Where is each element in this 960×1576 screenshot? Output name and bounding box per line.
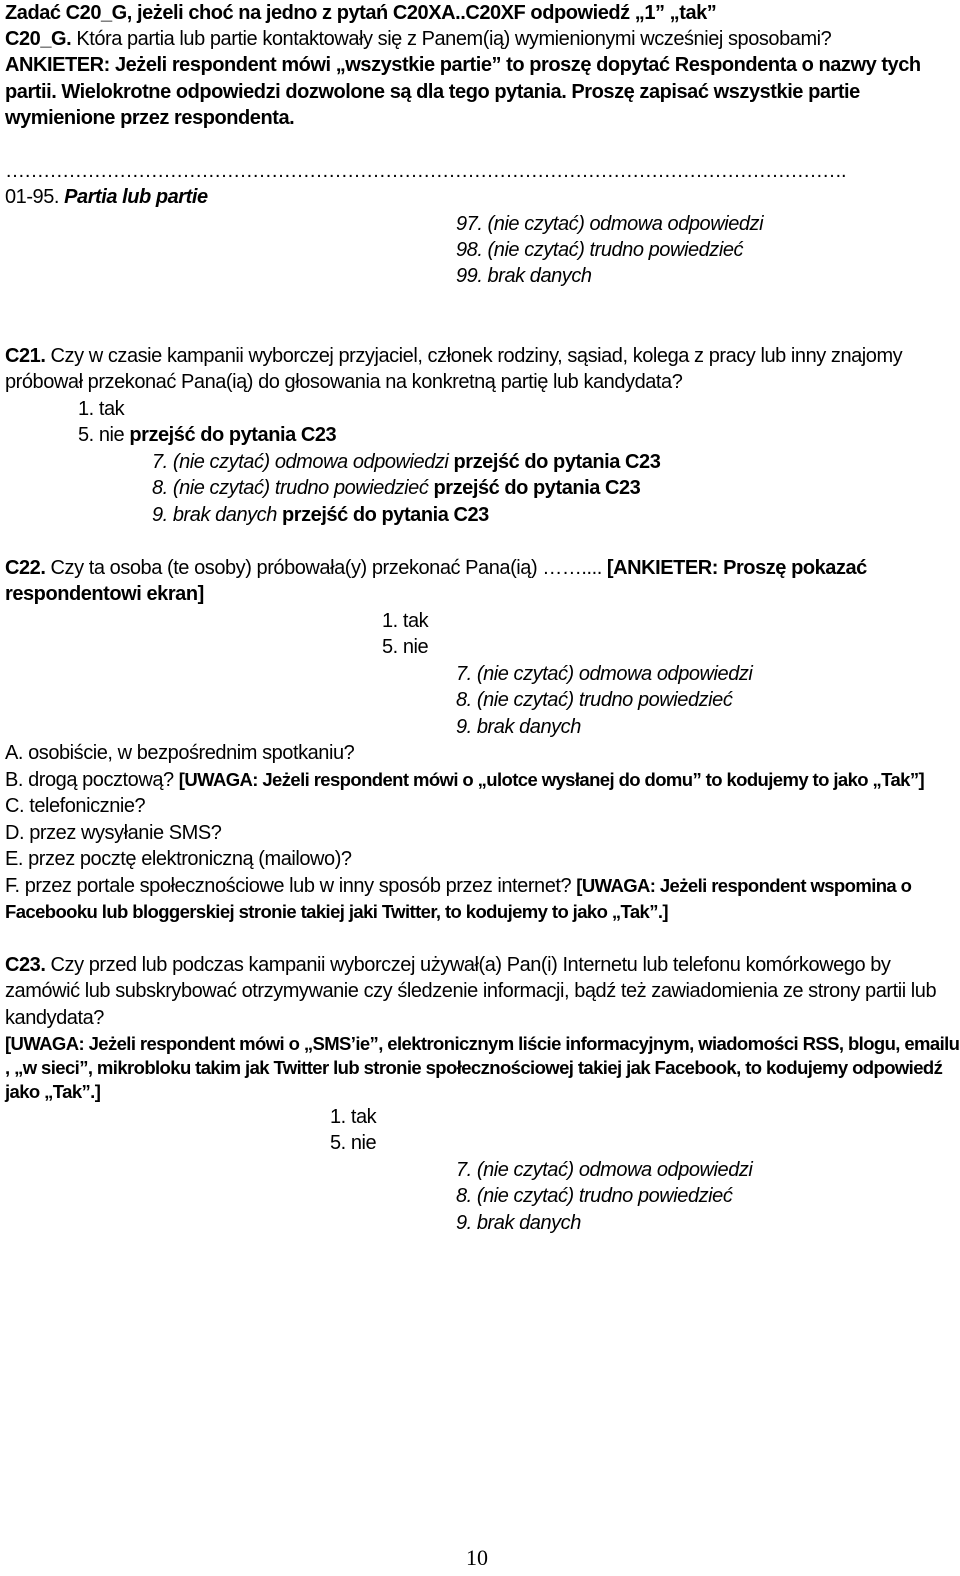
c20g-option-99-text: 99. brak danych xyxy=(456,265,592,287)
question-c21-label: C21. xyxy=(5,345,46,367)
question-c22-text-1: Czy ta osoba (te osoby) próbowała(y) przekonać Pana(ią) …….... xyxy=(45,557,607,579)
interviewer-instruction-text-2: partii. Wielokrotne odpowiedzi dozwolone są dla tego pytania. Proszę zapisać wszystkie partie xyxy=(5,81,860,103)
c22-item-f-note-2: Facebooku lub bloggerskiej stronie takiej jaki Twitter, to kodujemy to jako „Tak”.] xyxy=(5,901,668,922)
c22-item-c-text: C. telefonicznie? xyxy=(5,795,146,817)
c20g-option-98-text: 98. (nie czytać) trudno powiedzieć xyxy=(456,239,744,261)
c22-item-d-text: D. przez wysyłanie SMS? xyxy=(5,822,222,844)
question-c23-text-2: zamówić lub subskrybować otrzymywanie czy śledzenie informacji, bądź też zawiadomienia ze strony partii lub xyxy=(5,980,937,1002)
c23-note-line-3 xyxy=(5,1079,100,1105)
c23-note-line-1 xyxy=(5,1031,959,1057)
c22-option-8 xyxy=(456,687,732,713)
question-c20g-label: C20_G. xyxy=(5,28,72,50)
c21-option-5 xyxy=(78,422,336,448)
c22-option-7-text: 7. (nie czytać) odmowa odpowiedzi xyxy=(456,663,753,685)
page-number: 10 xyxy=(466,1545,488,1570)
c22-item-f-text: F. przez portale społecznościowe lub w inny sposób przez internet? xyxy=(5,875,577,897)
c23-option-5 xyxy=(330,1130,376,1156)
interviewer-instruction-text-1: ANKIETER: Jeżeli respondent mówi „wszystkie partie” to proszę dopytać Respondenta o nazwy tych xyxy=(5,54,921,76)
question-c21-line-1 xyxy=(5,343,902,369)
c21-option-7 xyxy=(152,449,660,475)
c21-skip-instruction: przejść do pytania C23 xyxy=(129,424,337,446)
intro-filter-text: Zadać C20_G, jeżeli choć na jedno z pytań C20XA..C20XF odpowiedź „1” „tak” xyxy=(5,2,717,24)
c21-option-7-text: 7. (nie czytać) odmowa odpowiedzi xyxy=(152,451,454,473)
c21-option-1 xyxy=(78,396,124,422)
c20g-option-98 xyxy=(456,237,743,263)
answer-dotted-text: ……………………………………………………………………………………………………………………. xyxy=(5,160,846,182)
c23-note-text-3: jako „Tak”.] xyxy=(5,1081,101,1102)
c22-item-e-text: E. przez pocztę elektroniczną (mailowo)? xyxy=(5,848,352,870)
c22-option-1-text: 1. tak xyxy=(382,610,429,632)
c22-item-f-note-line-2 xyxy=(5,899,668,925)
question-c23-text-1: Czy przed lub podczas kampanii wyborczej używał(a) Pan(i) Internetu lub telefonu komórkowego by xyxy=(45,954,891,976)
intro-filter-line xyxy=(5,0,716,26)
c22-option-8-text: 8. (nie czytać) trudno powiedzieć xyxy=(456,689,733,711)
question-c23-text-3: kandydata? xyxy=(5,1007,104,1029)
question-c22-line-2 xyxy=(5,581,204,607)
interviewer-instruction-text-3: wymienione przez respondenta. xyxy=(5,107,295,129)
answer-dotted-line xyxy=(5,158,846,184)
c22-item-d xyxy=(5,820,221,846)
c22-item-c xyxy=(5,793,145,819)
c21-option-8-text: 8. (nie czytać) trudno powiedzieć xyxy=(152,477,434,499)
c20g-option-97-text: 97. (nie czytać) odmowa odpowiedzi xyxy=(456,213,764,235)
c21-option-9 xyxy=(152,502,489,528)
question-c21-line-2 xyxy=(5,369,682,395)
interviewer-instruction-line-2 xyxy=(5,79,860,105)
c21-skip-instruction: przejść do pytania C23 xyxy=(453,451,661,473)
c22-option-9-text: 9. brak danych xyxy=(456,716,581,738)
c22-option-5-text: 5. nie xyxy=(382,636,429,658)
c23-option-9-text: 9. brak danych xyxy=(456,1212,581,1234)
question-c23-label: C23. xyxy=(5,954,46,976)
c22-interviewer-instruction-1: [ANKIETER: Proszę pokazać xyxy=(606,557,867,579)
c21-option-9-text: 9. brak danych xyxy=(152,504,282,526)
c23-note-line-2 xyxy=(5,1055,942,1081)
c22-option-5 xyxy=(382,634,428,660)
c21-skip-instruction: przejść do pytania C23 xyxy=(433,477,641,499)
question-c21-text-1: Czy w czasie kampanii wyborczej przyjaciel, członek rodziny, sąsiad, kolega z pracy lub inny znajomy xyxy=(45,345,903,367)
c22-item-a-text: A. osobiście, w bezpośrednim spotkaniu? xyxy=(5,742,355,764)
c23-option-8 xyxy=(456,1183,732,1209)
c20g-option-99 xyxy=(456,263,592,289)
c22-option-1 xyxy=(382,608,428,634)
c22-item-e xyxy=(5,846,352,872)
question-c21-text-2: próbował przekonać Pana(ią) do głosowania na konkretną partię lub kandydata? xyxy=(5,371,683,393)
c21-option-8 xyxy=(152,475,640,501)
c23-option-5-text: 5. nie xyxy=(330,1132,377,1154)
c22-interviewer-instruction-2: respondentowi ekran] xyxy=(5,583,204,605)
question-c23-line-1 xyxy=(5,952,890,978)
party-code-label: Partia lub partie xyxy=(64,186,208,208)
interviewer-instruction-line-3 xyxy=(5,105,294,131)
c22-item-f xyxy=(5,873,911,899)
c22-option-9 xyxy=(456,714,581,740)
c20g-option-97 xyxy=(456,211,763,237)
c22-item-b-text: B. drogą pocztową? xyxy=(5,769,179,791)
party-code-prefix: 01-95. xyxy=(5,186,65,208)
c21-skip-instruction: przejść do pytania C23 xyxy=(282,504,489,526)
c22-item-b-note: [UWAGA: Jeżeli respondent mówi o „ulotce wysłanej do domu” to kodujemy to jako „Tak”] xyxy=(178,769,925,790)
c23-option-7 xyxy=(456,1157,752,1183)
c23-option-8-text: 8. (nie czytać) trudno powiedzieć xyxy=(456,1185,733,1207)
c23-note-text-1: [UWAGA: Jeżeli respondent mówi o „SMS’ie”, elektronicznym liście informacyjnym, wiadomości RSS, blogu, emailu xyxy=(5,1033,960,1054)
c21-option-1-text: 1. tak xyxy=(78,398,125,420)
question-c20g xyxy=(5,26,831,52)
c22-item-f-note-1: [UWAGA: Jeżeli respondent wspomina o xyxy=(576,875,912,896)
c21-option-5-text: 5. nie xyxy=(78,424,130,446)
question-c22-line-1 xyxy=(5,555,867,581)
c23-option-1-text: 1. tak xyxy=(330,1106,377,1128)
c23-note-text-2: , „w sieci”, mikrobloku takim jak Twitter lub stronie społecznościowej takiej jak Facebook, to kodujemy odpowiedź xyxy=(5,1057,943,1078)
c23-option-1 xyxy=(330,1104,376,1130)
c23-option-7-text: 7. (nie czytać) odmowa odpowiedzi xyxy=(456,1159,753,1181)
c22-option-7 xyxy=(456,661,752,687)
question-c22-label: C22. xyxy=(5,557,46,579)
question-c20g-text: Która partia lub partie kontaktowały się z Panem(ią) wymienionymi wcześniej sposobami? xyxy=(71,28,832,50)
c22-item-a xyxy=(5,740,354,766)
c23-option-9 xyxy=(456,1210,581,1236)
c22-item-b xyxy=(5,767,924,793)
party-code-range xyxy=(5,184,208,210)
interviewer-instruction-line-1 xyxy=(5,52,921,78)
question-c23-line-2 xyxy=(5,978,936,1004)
question-c23-line-3 xyxy=(5,1005,104,1031)
